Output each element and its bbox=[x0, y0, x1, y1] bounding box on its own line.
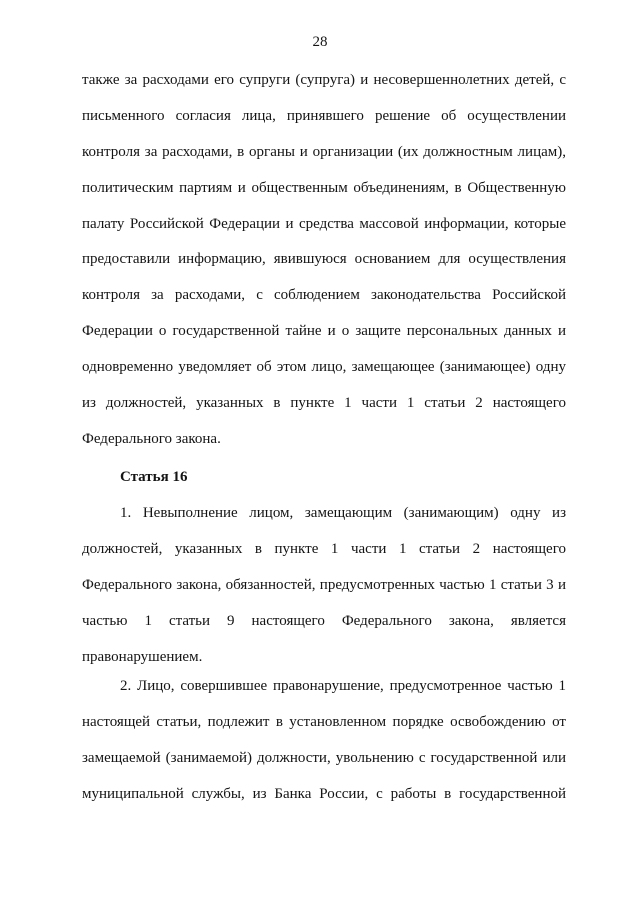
text-line: политическим партиям и общественным объединениям, в Общественную bbox=[82, 179, 566, 196]
text-line: одновременно уведомляет об этом лицо, замещающее (занимающее) одну bbox=[82, 359, 566, 376]
text-line: муниципальной службы, из Банка России, с работы в государственной bbox=[82, 785, 566, 802]
text-line: настоящей статьи, подлежит в установленном порядке освобождению от bbox=[82, 713, 566, 730]
text-line: контроля за расходами, с соблюдением законодательства Российской bbox=[82, 287, 566, 304]
text-line: палату Российской Федерации и средства массовой информации, которые bbox=[82, 215, 566, 232]
text-line: 2. Лицо, совершившее правонарушение, предусмотренное частью 1 bbox=[120, 678, 566, 694]
text-line: 1. Невыполнение лицом, замещающим (занимающим) одну из bbox=[120, 505, 566, 521]
text-line: также за расходами его супруги (супруга) и несовершеннолетних детей, с bbox=[82, 72, 566, 88]
article-part-2 bbox=[82, 677, 566, 821]
article-part-1 bbox=[82, 504, 566, 683]
article-heading: Статья 16 bbox=[120, 469, 188, 485]
text-line: Федерации о государственной тайне и о защите персональных данных и bbox=[82, 323, 566, 340]
text-line: замещаемой (занимаемой) должности, увольнению с государственной или bbox=[82, 749, 566, 766]
continued-paragraph bbox=[82, 71, 566, 466]
page-number: 28 bbox=[312, 34, 328, 50]
text-line: Федерального закона. bbox=[82, 430, 221, 447]
text-line: контроля за расходами, в органы и организации (их должностным лицам), bbox=[82, 143, 566, 160]
text-line: письменного согласия лица, принявшего решение об осуществлении bbox=[82, 107, 566, 124]
text-line: правонарушением. bbox=[82, 648, 203, 665]
text-line: из должностей, указанных в пункте 1 части 1 статьи 2 настоящего bbox=[82, 395, 566, 412]
text-line: предоставили информацию, явившуюся основанием для осуществления bbox=[82, 251, 566, 268]
text-line: частью 1 статьи 9 настоящего Федерального закона, является bbox=[82, 612, 566, 629]
text-line: Федерального закона, обязанностей, предусмотренных частью 1 статьи 3 и bbox=[82, 576, 566, 593]
text-line: должностей, указанных в пункте 1 части 1 статьи 2 настоящего bbox=[82, 540, 566, 557]
